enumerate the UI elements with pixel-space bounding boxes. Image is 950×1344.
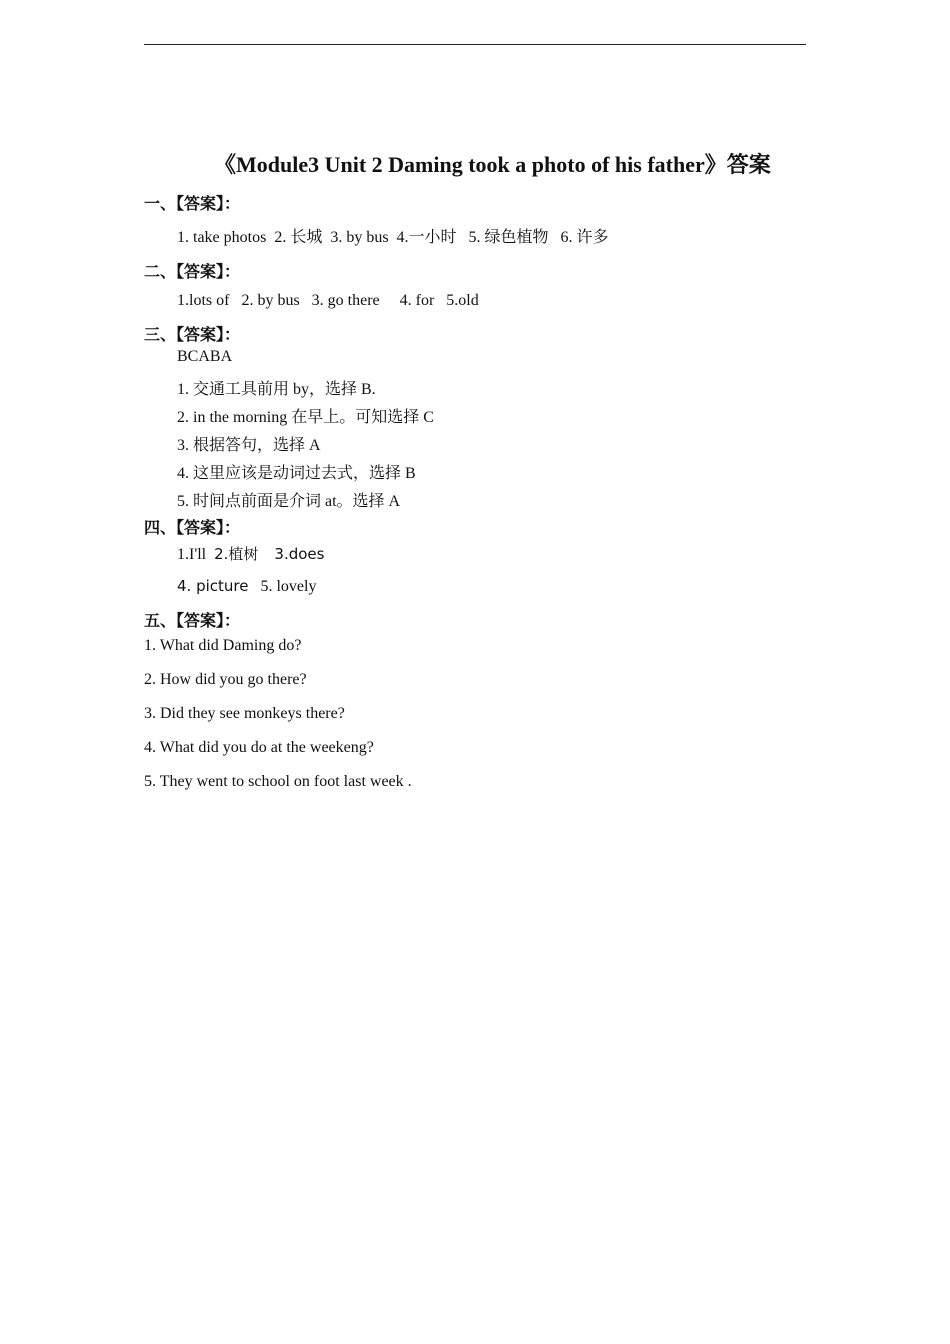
section-2-heading: 二、【答案】： [144,262,241,281]
section-3-explanation-1: 1. 交通工具前用 by，选择 B. [177,381,376,398]
section-5-heading: 五、【答案】： [144,611,241,630]
section-1-answer-line: 1. take photos 2. 长城 3. by bus 4.一小时 5. 绿色植物 6. 许多 [177,229,609,246]
section-4-answer-2: 2.植树 [214,545,259,563]
section-3-explanation-4: 4. 这里应该是动词过去式，选择 B [177,465,416,482]
section-2-answer-line: 1.lots of 2. by bus 3. go there 4. for 5.old [177,292,479,309]
section-5-answer-3: 3. Did they see monkeys there? [144,705,345,722]
section-3-heading: 三、【答案】： [144,325,241,344]
section-3-answer-key: BCABA [177,348,233,365]
section-4-answer-5: 5. lovely [260,578,317,595]
section-3-explanation-5: 5. 时间点前面是介词 at。选择 A [177,493,401,510]
section-4-answer-3: 3.does [274,545,325,563]
section-1-heading: 一、【答案】： [144,194,241,213]
section-3-explanation-2: 2. in the morning 在早上。可知选择 C [177,409,434,426]
section-4-answer-line-1 [177,543,324,564]
section-4-answer-line-2 [177,577,316,596]
section-5-answer-4: 4. What did you do at the weekeng? [144,739,374,756]
section-3-explanation-3: 3. 根据答句，选择 A [177,437,321,454]
header-rule [144,44,806,45]
section-4-answer-4: 4. picture [177,577,249,595]
section-5-answer-5: 5. They went to school on foot last week . [144,773,412,790]
section-5-answer-1: 1. What did Daming do? [144,637,302,654]
section-5-answer-2: 2. How did you go there? [144,671,307,688]
document-title: 《Module3 Unit 2 Daming took a photo of his father》答案 [214,152,771,177]
section-4-answer-1: 1.I'll [177,546,207,563]
section-4-heading: 四、【答案】： [144,518,241,537]
